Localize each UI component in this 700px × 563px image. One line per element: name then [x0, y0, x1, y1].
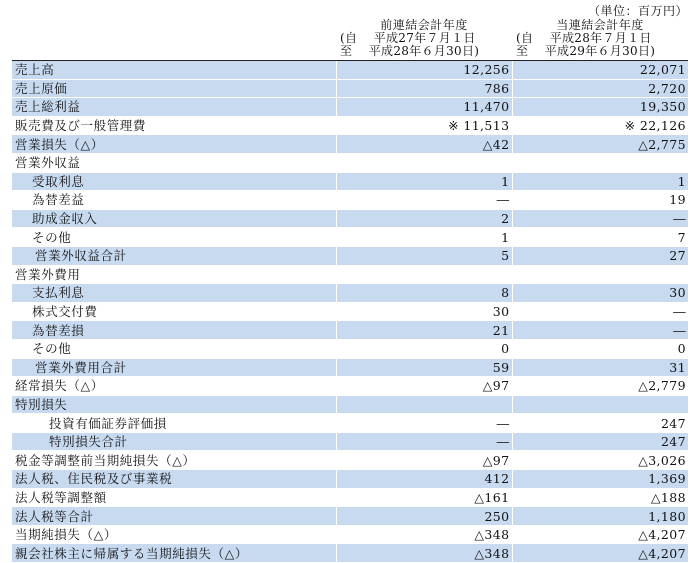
row-label: 株式交付費 — [12, 302, 336, 321]
header-curr-period — [512, 18, 688, 61]
curr-period-value: △2,779 — [512, 377, 688, 396]
curr-period-value: ※ 22,126 — [512, 116, 688, 135]
table-row — [12, 321, 688, 340]
curr-period-value: 1 — [512, 172, 688, 191]
prev-period-value: △348 — [336, 544, 512, 563]
row-label: 経常損失（△） — [12, 377, 336, 396]
table-row — [12, 172, 688, 191]
curr-period-value: 1,369 — [512, 470, 688, 489]
row-label: 営業外費用 — [12, 265, 336, 284]
curr-period-value: △3,026 — [512, 451, 688, 470]
curr-period-value: △4,207 — [512, 544, 688, 563]
curr-period-value — [512, 265, 688, 284]
prev-period-value: 0 — [336, 339, 512, 358]
table-row — [12, 98, 688, 117]
table-row — [12, 414, 688, 433]
curr-period-value: 0 — [512, 339, 688, 358]
prev-period-value: 8 — [336, 284, 512, 303]
row-label: 受取利息 — [12, 172, 336, 191]
prev-period-value: ― — [336, 432, 512, 451]
curr-period-value: 31 — [512, 358, 688, 377]
prev-period-value: 11,470 — [336, 98, 512, 117]
row-label: 売上総利益 — [12, 98, 336, 117]
row-label: 税金等調整前当期純損失（△） — [12, 451, 336, 470]
table-row — [12, 209, 688, 228]
curr-period-from: (自 平成28年７月１日 — [516, 31, 652, 45]
curr-period-title: 当連結会計年度 — [556, 18, 644, 32]
row-label: その他 — [12, 339, 336, 358]
row-label: 助成金収入 — [12, 209, 336, 228]
prev-period-value: 12,256 — [336, 61, 512, 80]
curr-period-value: 27 — [512, 246, 688, 265]
prev-period-value: 21 — [336, 321, 512, 340]
prev-period-from: (自 平成27年７月１日 — [340, 31, 476, 45]
curr-period-value: 247 — [512, 414, 688, 433]
prev-period-value: ― — [336, 414, 512, 433]
curr-period-value: 1,180 — [512, 507, 688, 526]
table-row — [12, 488, 688, 507]
prev-period-value: 250 — [336, 507, 512, 526]
prev-period-value: 786 — [336, 79, 512, 98]
curr-period-value: 30 — [512, 284, 688, 303]
row-label: その他 — [12, 228, 336, 247]
prev-period-to: 至 平成28年６月30日) — [340, 44, 480, 58]
prev-period-value: ― — [336, 191, 512, 210]
curr-period-value: △4,207 — [512, 525, 688, 544]
prev-period-value: △97 — [336, 377, 512, 396]
row-label: 営業外費用合計 — [12, 358, 336, 377]
prev-period-value: 5 — [336, 246, 512, 265]
table-row — [12, 302, 688, 321]
header-row — [12, 18, 688, 61]
row-label: 当期純損失（△） — [12, 525, 336, 544]
row-label: 法人税等調整額 — [12, 488, 336, 507]
prev-period-value: 1 — [336, 228, 512, 247]
prev-period-value: 59 — [336, 358, 512, 377]
prev-period-value: △348 — [336, 525, 512, 544]
table-row — [12, 265, 688, 284]
table-row — [12, 507, 688, 526]
curr-period-value: 19,350 — [512, 98, 688, 117]
table-row — [12, 79, 688, 98]
curr-period-value: 7 — [512, 228, 688, 247]
curr-period-value: △2,775 — [512, 135, 688, 154]
row-label: 営業損失（△） — [12, 135, 336, 154]
income-statement-table — [12, 18, 688, 563]
header-blank — [12, 18, 336, 61]
table-row — [12, 246, 688, 265]
table-row — [12, 153, 688, 172]
table-row — [12, 339, 688, 358]
table-row — [12, 470, 688, 489]
prev-period-value: 412 — [336, 470, 512, 489]
prev-period-value: 2 — [336, 209, 512, 228]
row-label: 法人税等合計 — [12, 507, 336, 526]
prev-period-value: △42 — [336, 135, 512, 154]
table-row — [12, 191, 688, 210]
row-label: 特別損失合計 — [12, 432, 336, 451]
curr-period-value: ― — [512, 321, 688, 340]
row-label: 為替差損 — [12, 321, 336, 340]
statement-body — [12, 61, 688, 563]
prev-period-value: 1 — [336, 172, 512, 191]
row-label: 支払利息 — [12, 284, 336, 303]
row-label: 法人税、住民税及び事業税 — [12, 470, 336, 489]
prev-period-title: 前連結会計年度 — [380, 18, 468, 32]
prev-period-value: △97 — [336, 451, 512, 470]
curr-period-value: △188 — [512, 488, 688, 507]
unit-label: （単位：百万円） — [587, 4, 688, 18]
table-row — [12, 377, 688, 396]
prev-period-value — [336, 395, 512, 414]
row-label: 親会社株主に帰属する当期純損失（△） — [12, 544, 336, 563]
table-row — [12, 432, 688, 451]
row-label: 為替差益 — [12, 191, 336, 210]
row-label: 営業外収益 — [12, 153, 336, 172]
curr-period-value — [512, 395, 688, 414]
table-row — [12, 395, 688, 414]
row-label: 投資有価証券評価損 — [12, 414, 336, 433]
curr-period-value: 19 — [512, 191, 688, 210]
table-row — [12, 358, 688, 377]
prev-period-value: ※ 11,513 — [336, 116, 512, 135]
prev-period-value — [336, 265, 512, 284]
prev-period-value: 30 — [336, 302, 512, 321]
table-row — [12, 116, 688, 135]
prev-period-value: △161 — [336, 488, 512, 507]
row-label: 特別損失 — [12, 395, 336, 414]
table-row — [12, 61, 688, 80]
row-label: 営業外収益合計 — [12, 246, 336, 265]
curr-period-value: 22,071 — [512, 61, 688, 80]
curr-period-value: ― — [512, 302, 688, 321]
table-row — [12, 228, 688, 247]
header-prev-period — [336, 18, 512, 61]
table-row — [12, 135, 688, 154]
curr-period-value: 2,720 — [512, 79, 688, 98]
table-row — [12, 525, 688, 544]
curr-period-value — [512, 153, 688, 172]
table-row — [12, 284, 688, 303]
prev-period-value — [336, 153, 512, 172]
curr-period-to: 至 平成29年６月30日) — [516, 44, 656, 58]
curr-period-value: ― — [512, 209, 688, 228]
table-row — [12, 451, 688, 470]
table-row — [12, 544, 688, 563]
curr-period-value: 247 — [512, 432, 688, 451]
row-label: 売上原価 — [12, 79, 336, 98]
row-label: 売上高 — [12, 61, 336, 80]
row-label: 販売費及び一般管理費 — [12, 116, 336, 135]
